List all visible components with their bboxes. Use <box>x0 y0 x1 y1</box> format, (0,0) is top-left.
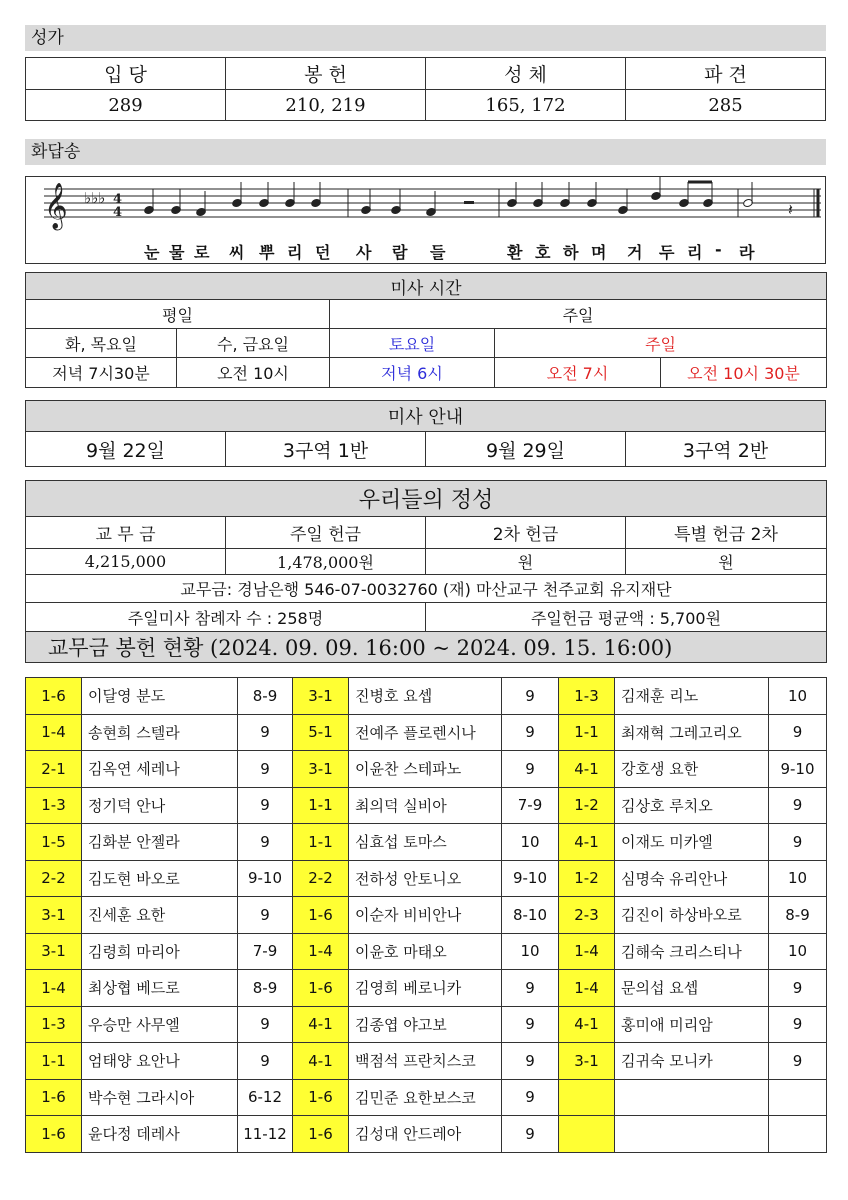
contributor-months: 8-9 <box>769 897 827 934</box>
hymn-col-entrance: 입 당 <box>26 58 226 90</box>
contributor-name: 김령희 마리아 <box>82 933 238 970</box>
table-row <box>26 897 827 934</box>
svg-text:4: 4 <box>113 205 123 220</box>
mass-guide-title: 미사 안내 <box>26 401 826 432</box>
contributor-name: 이순자 비비안나 <box>349 897 502 934</box>
hymn-col-recessional: 파 견 <box>626 58 826 90</box>
contributor-months: 9 <box>238 1043 293 1080</box>
contributor-district: 1-6 <box>293 970 349 1007</box>
contributor-district: 1-5 <box>26 824 82 861</box>
contributor-name: 심명숙 유리안나 <box>615 860 769 897</box>
hymn-offertory: 210, 219 <box>226 90 426 121</box>
table-row <box>26 751 827 788</box>
guide-group-1: 3구역 1반 <box>226 432 426 467</box>
contributor-district: 4-1 <box>559 751 615 788</box>
lyric-syllable: 리 <box>687 243 703 262</box>
contributor-months: 10 <box>769 678 827 715</box>
contributor-months: 9 <box>769 970 827 1007</box>
contributor-months: 11-12 <box>238 1116 293 1153</box>
contributor-months: 7-9 <box>238 933 293 970</box>
svg-text:♭♭♭: ♭♭♭ <box>84 189 106 207</box>
day-sunday: 주일 <box>495 329 827 358</box>
table-row <box>26 787 827 824</box>
offering-dues-value: 4,215,000 <box>26 549 226 575</box>
contributor-name: 김성대 안드레아 <box>349 1116 502 1153</box>
contributor-name: 김민준 요한보스코 <box>349 1079 502 1116</box>
contributor-district: 1-4 <box>26 714 82 751</box>
contributor-district: 1-3 <box>26 787 82 824</box>
contributor-name: 송현희 스텔라 <box>82 714 238 751</box>
contributor-months: 9 <box>769 714 827 751</box>
contributor-district: 1-6 <box>26 1079 82 1116</box>
music-staff <box>26 177 825 237</box>
offering-title: 우리들의 정성 <box>26 481 827 517</box>
contributor-district: 1-1 <box>293 787 349 824</box>
mass-times-title: 미사 시간 <box>26 273 827 300</box>
table-row <box>26 860 827 897</box>
average-offering: 주일헌금 평균액 : 5,700원 <box>426 603 827 632</box>
psalm-score <box>25 176 826 264</box>
lyric-syllable: 들 <box>430 243 446 262</box>
contributor-district: 1-3 <box>559 678 615 715</box>
contributor-district <box>559 1116 615 1153</box>
contributor-district: 1-6 <box>26 1116 82 1153</box>
contributor-months: 9 <box>769 787 827 824</box>
contributor-months: 9 <box>769 824 827 861</box>
contributor-months <box>769 1079 827 1116</box>
contributor-district: 1-3 <box>26 1006 82 1043</box>
table-row <box>26 678 827 715</box>
hymns-table <box>25 57 826 121</box>
contributor-months: 9-10 <box>769 751 827 788</box>
lyric-syllable: - <box>715 240 722 259</box>
svg-text:𝄞: 𝄞 <box>44 183 68 229</box>
contributor-name: 진병호 요셉 <box>349 678 502 715</box>
time-wed-fri: 오전 10시 <box>177 358 330 388</box>
lyric-syllable: 며 <box>591 243 607 262</box>
contributor-district: 1-2 <box>559 860 615 897</box>
table-row <box>26 1006 827 1043</box>
contributor-name: 홍미애 미리암 <box>615 1006 769 1043</box>
weekday-label: 평일 <box>26 300 330 329</box>
contributor-name: 김상호 루치오 <box>615 787 769 824</box>
contributor-name: 김진이 하상바오로 <box>615 897 769 934</box>
hymn-communion: 165, 172 <box>426 90 626 121</box>
contributor-district: 1-4 <box>559 933 615 970</box>
contributor-name <box>615 1079 769 1116</box>
time-tue-thu: 저녁 7시30분 <box>26 358 177 388</box>
contributor-district: 4-1 <box>559 1006 615 1043</box>
contributor-months: 8-9 <box>238 970 293 1007</box>
contributor-months: 9 <box>769 1006 827 1043</box>
contributor-name: 박수현 그라시아 <box>82 1079 238 1116</box>
time-saturday: 저녁 6시 <box>330 358 495 388</box>
contributor-months: 9 <box>502 714 559 751</box>
contributor-district: 2-2 <box>293 860 349 897</box>
contributor-months: 9 <box>502 751 559 788</box>
contributor-name: 최의덕 실비아 <box>349 787 502 824</box>
lyric-syllable: 사 <box>356 243 372 262</box>
day-saturday: 토요일 <box>330 329 495 358</box>
guide-date-2: 9월 29일 <box>426 432 626 467</box>
contributor-months: 9 <box>769 1043 827 1080</box>
contributor-name: 우승만 사무엘 <box>82 1006 238 1043</box>
contributor-district: 1-4 <box>559 970 615 1007</box>
contributor-district: 1-1 <box>293 824 349 861</box>
contributor-name: 심효섭 토마스 <box>349 824 502 861</box>
contributor-district: 1-4 <box>293 933 349 970</box>
contributor-name: 김화분 안젤라 <box>82 824 238 861</box>
contributor-district: 2-2 <box>26 860 82 897</box>
contributor-district: 4-1 <box>293 1043 349 1080</box>
offering-second-value: 원 <box>426 549 626 575</box>
contributor-district: 1-6 <box>293 1116 349 1153</box>
contributor-months: 10 <box>502 933 559 970</box>
contributor-name: 엄태양 요안나 <box>82 1043 238 1080</box>
day-tue-thu: 화, 목요일 <box>26 329 177 358</box>
offering-col-second: 2차 헌금 <box>426 517 626 549</box>
guide-date-1: 9월 22일 <box>26 432 226 467</box>
contributor-months: 9 <box>238 751 293 788</box>
offering-col-special: 특별 헌금 2차 <box>626 517 827 549</box>
contributor-name: 김영희 베로니카 <box>349 970 502 1007</box>
contributor-name: 김옥연 세레나 <box>82 751 238 788</box>
table-row <box>26 933 827 970</box>
hymns-header: 성가 <box>25 25 826 51</box>
table-row <box>26 1116 827 1153</box>
lyric-syllable: 람 <box>392 243 408 262</box>
contributor-name: 이재도 미카엘 <box>615 824 769 861</box>
contributor-district: 1-1 <box>26 1043 82 1080</box>
lyric-syllable: 뿌 <box>259 243 275 262</box>
lyric-syllable: 리 <box>287 243 303 262</box>
psalm-header: 화답송 <box>25 139 826 165</box>
contributor-months: 10 <box>502 824 559 861</box>
contributor-months: 10 <box>769 933 827 970</box>
offering-special-value: 원 <box>626 549 827 575</box>
contributor-name: 최재혁 그레고리오 <box>615 714 769 751</box>
table-row <box>26 714 827 751</box>
lyric-syllable: 호 <box>535 243 551 262</box>
lyric-syllable: 환 <box>507 243 523 262</box>
table-row <box>26 1079 827 1116</box>
contributor-months: 9 <box>238 714 293 751</box>
contributor-name: 이달영 분도 <box>82 678 238 715</box>
contributor-district: 2-3 <box>559 897 615 934</box>
table-row <box>26 1043 827 1080</box>
contributor-months: 8-10 <box>502 897 559 934</box>
contributor-district: 1-6 <box>26 678 82 715</box>
lyric-syllable: 씨 <box>229 243 245 262</box>
offering-col-dues: 교 무 금 <box>26 517 226 549</box>
contributor-months: 9 <box>238 824 293 861</box>
contributor-district: 3-1 <box>26 897 82 934</box>
contributor-district: 1-6 <box>293 1079 349 1116</box>
contributor-months: 7-9 <box>502 787 559 824</box>
contributor-district: 4-1 <box>559 824 615 861</box>
dues-status-period: (2024. 09. 09. 16:00 ~ 2024. 09. 15. 16:00) <box>210 636 673 660</box>
table-row <box>26 970 827 1007</box>
contributor-name: 이윤호 마태오 <box>349 933 502 970</box>
contributor-months: 9 <box>502 1043 559 1080</box>
contributor-months: 9 <box>502 1116 559 1153</box>
lyric-syllable: 던 <box>315 243 331 262</box>
table-row <box>26 824 827 861</box>
contributor-district: 1-4 <box>26 970 82 1007</box>
contributor-months: 9 <box>502 970 559 1007</box>
svg-text:4: 4 <box>113 192 123 207</box>
dues-status-heading <box>26 632 827 663</box>
bank-account: 교무금: 경남은행 546-07-0032760 (재) 마산교구 천주교회 유지재단 <box>26 575 827 603</box>
attendance-count: 주일미사 참례자 수 : 258명 <box>26 603 426 632</box>
mass-times-table <box>25 272 827 388</box>
contributor-months: 9 <box>502 1079 559 1116</box>
contributor-months: 9 <box>238 897 293 934</box>
lyric-syllable: 거 <box>627 243 643 262</box>
day-wed-fri: 수, 금요일 <box>177 329 330 358</box>
contributor-district: 3-1 <box>26 933 82 970</box>
offering-col-sunday: 주일 헌금 <box>226 517 426 549</box>
offering-table <box>25 480 827 663</box>
contributor-name: 최상협 베드로 <box>82 970 238 1007</box>
contributor-months: 9 <box>238 1006 293 1043</box>
contributor-months: 6-12 <box>238 1079 293 1116</box>
contributor-months: 9-10 <box>502 860 559 897</box>
svg-text:𝄽: 𝄽 <box>788 200 793 219</box>
lyric-syllable: 두 <box>659 243 675 262</box>
contributor-months <box>769 1116 827 1153</box>
contributor-district: 2-1 <box>26 751 82 788</box>
contributor-name: 진세훈 요한 <box>82 897 238 934</box>
hymn-recessional: 285 <box>626 90 826 121</box>
contributor-name: 김해숙 크리스티나 <box>615 933 769 970</box>
contributor-name: 전하성 안토니오 <box>349 860 502 897</box>
sunday-label: 주일 <box>330 300 827 329</box>
time-sunday-late: 오전 10시 30분 <box>661 358 827 388</box>
contributor-name: 김재훈 리노 <box>615 678 769 715</box>
lyric-syllable: 눈 <box>144 243 160 262</box>
contributor-name: 강호생 요한 <box>615 751 769 788</box>
contributor-name: 이윤찬 스테파노 <box>349 751 502 788</box>
contributor-months: 9-10 <box>238 860 293 897</box>
contributor-district: 3-1 <box>293 678 349 715</box>
contributor-name: 김종엽 야고보 <box>349 1006 502 1043</box>
contributor-district <box>559 1079 615 1116</box>
dues-status-title: 교무금 봉헌 현황 <box>48 636 204 660</box>
contributor-district: 1-6 <box>293 897 349 934</box>
contributor-district: 3-1 <box>293 751 349 788</box>
contributor-months: 9 <box>502 678 559 715</box>
contributor-months: 9 <box>502 1006 559 1043</box>
contributor-name: 김귀숙 모니카 <box>615 1043 769 1080</box>
hymn-col-communion: 성 체 <box>426 58 626 90</box>
lyric-syllable: 하 <box>563 243 579 262</box>
contributor-district: 1-1 <box>559 714 615 751</box>
contributor-name <box>615 1116 769 1153</box>
lyric-syllable: 로 <box>194 243 210 262</box>
lyric-syllable: 라 <box>739 243 755 262</box>
hymn-col-offertory: 봉 헌 <box>226 58 426 90</box>
contributor-months: 10 <box>769 860 827 897</box>
contributor-months: 8-9 <box>238 678 293 715</box>
contributor-name: 문의섭 요셉 <box>615 970 769 1007</box>
guide-group-2: 3구역 2반 <box>626 432 826 467</box>
contributor-district: 3-1 <box>559 1043 615 1080</box>
contributor-district: 4-1 <box>293 1006 349 1043</box>
mass-guide-table <box>25 400 826 467</box>
contributor-district: 5-1 <box>293 714 349 751</box>
contributor-name: 전예주 플로렌시나 <box>349 714 502 751</box>
contributor-name: 정기덕 안나 <box>82 787 238 824</box>
contributor-months: 9 <box>238 787 293 824</box>
contributor-name: 윤다정 데레사 <box>82 1116 238 1153</box>
contributor-name: 백점석 프란치스코 <box>349 1043 502 1080</box>
contributor-name: 김도현 바오로 <box>82 860 238 897</box>
time-sunday-early: 오전 7시 <box>495 358 661 388</box>
contributor-district: 1-2 <box>559 787 615 824</box>
contributors-table <box>25 677 827 1153</box>
hymn-entrance: 289 <box>26 90 226 121</box>
lyric-syllable: 물 <box>169 243 185 262</box>
offering-sunday-value: 1,478,000원 <box>226 549 426 575</box>
